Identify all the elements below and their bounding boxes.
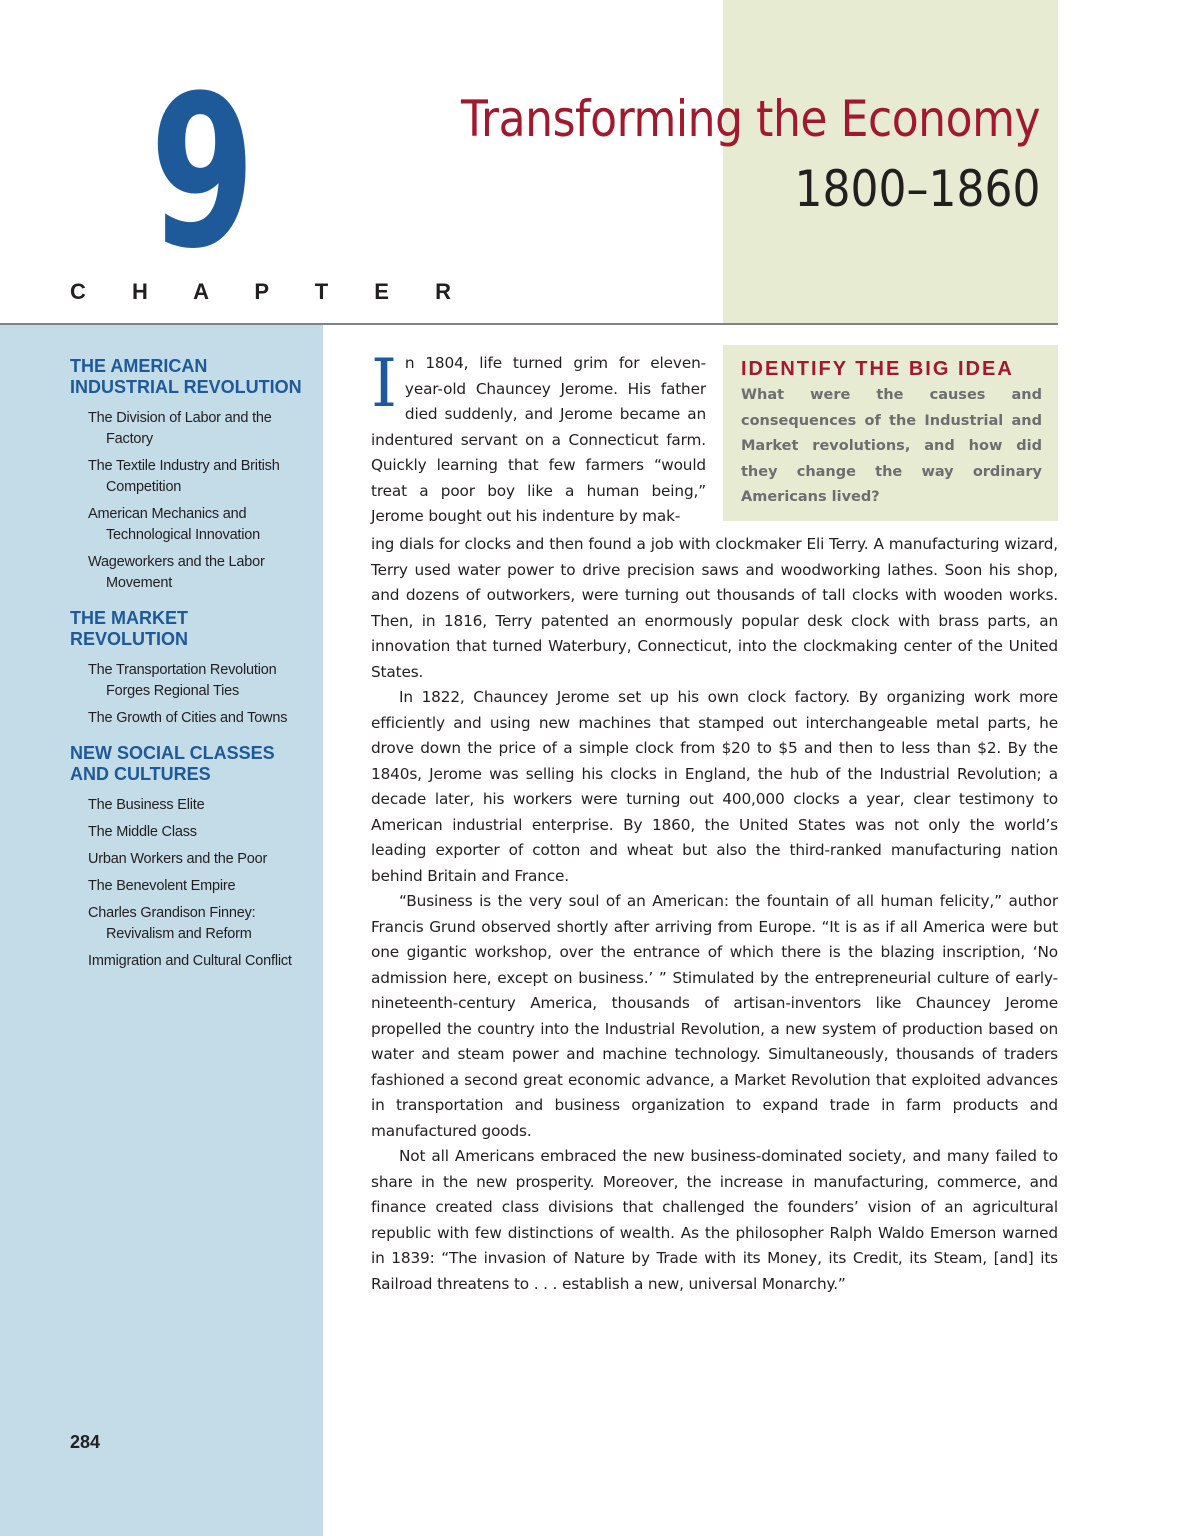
outline-item: The Division of Labor and the Factory bbox=[88, 410, 272, 447]
opening-paragraph bbox=[371, 345, 706, 530]
chapter-outline bbox=[70, 356, 310, 986]
body-text bbox=[371, 532, 1058, 1297]
outline-heading: NEW SOCIAL CLASSES AND CULTURES bbox=[70, 743, 275, 784]
big-idea-question: What were the causes and consequences of the Industrial and Market revolutions, and how did they change the way ordinary Americans lived? bbox=[741, 387, 1042, 505]
outline-item: American Mechanics and Technological Innovation bbox=[88, 506, 261, 543]
paragraph: “Business is the very soul of an American: the fountain of all human felicity,” author Francis Grund observed shortly after arriving from Europe. “It is as if all America were but one gigantic workshop, over the entrance of which there is the blazing inscription, ‘No admission here, except on business.’ ” Stimulated by the entrepreneurial culture of early-nineteenth-century America, thousands of artisan-inventors like Chauncey Jerome propelled the country into the Industrial Revolution, a new system of production based on water and steam power and machine technology. Simultaneously, thousands of traders fashioned a second great economic advance, a Market Revolution that exploited advances in transportation and business organization to expand trade in farm products and manufactured goods. bbox=[371, 892, 1058, 1140]
outline-section bbox=[70, 608, 310, 729]
big-idea-box bbox=[723, 345, 1058, 521]
big-idea-heading: IDENTIFY THE BIG IDEA bbox=[741, 358, 1014, 380]
chapter-label: C H A P T E R bbox=[70, 279, 471, 304]
chapter-years: 1800–1860 bbox=[794, 160, 1040, 218]
page-number: 284 bbox=[70, 1432, 101, 1452]
outline-item: The Transportation Revolution Forges Regional Ties bbox=[88, 662, 277, 699]
outline-section bbox=[70, 356, 310, 594]
outline-section bbox=[70, 743, 310, 972]
outline-item: Immigration and Cultural Conflict bbox=[88, 953, 292, 969]
outline-item: Wageworkers and the Labor Movement bbox=[88, 554, 265, 591]
outline-item: Charles Grandison Finney: Revivalism and Reform bbox=[88, 905, 256, 942]
chapter-number: 9 bbox=[150, 50, 256, 295]
outline-item: The Business Elite bbox=[88, 797, 205, 813]
outline-heading: THE MARKET REVOLUTION bbox=[70, 608, 189, 649]
outline-item: The Middle Class bbox=[88, 824, 197, 840]
paragraph: ing dials for clocks and then found a job with clockmaker Eli Terry. A manufacturing wizard, Terry used water power to drive precision saws and woodworking lathes. Soon his shop, and dozens of outworkers, were turning out thousands of tall clocks with wooden works. Then, in 1816, Terry patented an enormously popular desk clock with brass parts, an innovation that turned Waterbury, Connecticut, into the clockmaking center of the United States. bbox=[371, 535, 1058, 681]
paragraph: Not all Americans embraced the new business-dominated society, and many failed to share in the new prosperity. Moreover, the increase in manufacturing, commerce, and finance created class divisions that challenged the founders’ vision of an agricultural republic with few distinctions of wealth. As the philosopher Ralph Waldo Emerson warned in 1839: “The invasion of Nature by Trade with its Money, its Credit, its Steam, [and] its Railroad threatens to . . . establish a new, universal Monarchy.” bbox=[371, 1147, 1058, 1293]
opening-paragraph-text: n 1804, life turned grim for eleven-year-old Chauncey Jerome. His father died suddenly, and Jerome became an indentured servant on a Connecticut farm. Quickly learning that few farmers “would treat a poor boy like a human being,” Jerome bought out his indenture by mak- bbox=[371, 354, 706, 525]
outline-item: The Benevolent Empire bbox=[88, 878, 236, 894]
drop-cap: I bbox=[371, 345, 397, 422]
outline-heading: THE AMERICAN INDUSTRIAL REVOLUTION bbox=[70, 356, 302, 397]
outline-item: The Textile Industry and British Competition bbox=[88, 458, 280, 495]
outline-item: Urban Workers and the Poor bbox=[88, 851, 268, 867]
outline-item: The Growth of Cities and Towns bbox=[88, 710, 288, 726]
paragraph: In 1822, Chauncey Jerome set up his own clock factory. By organizing work more efficiently and using new machines that stamped out interchangeable metal parts, he drove down the price of a simple clock from $20 to $5 and then to less than $2. By the 1840s, Jerome was selling his clocks in England, the hub of the Industrial Revolution; a decade later, his workers were turning out 400,000 clocks a year, clear testimony to American industrial enterprise. By 1860, the United States was not only the world’s leading exporter of cotton and wheat but also the third-ranked manufacturing nation behind Britain and France. bbox=[371, 688, 1058, 885]
chapter-title: Transforming the Economy bbox=[460, 90, 1040, 148]
